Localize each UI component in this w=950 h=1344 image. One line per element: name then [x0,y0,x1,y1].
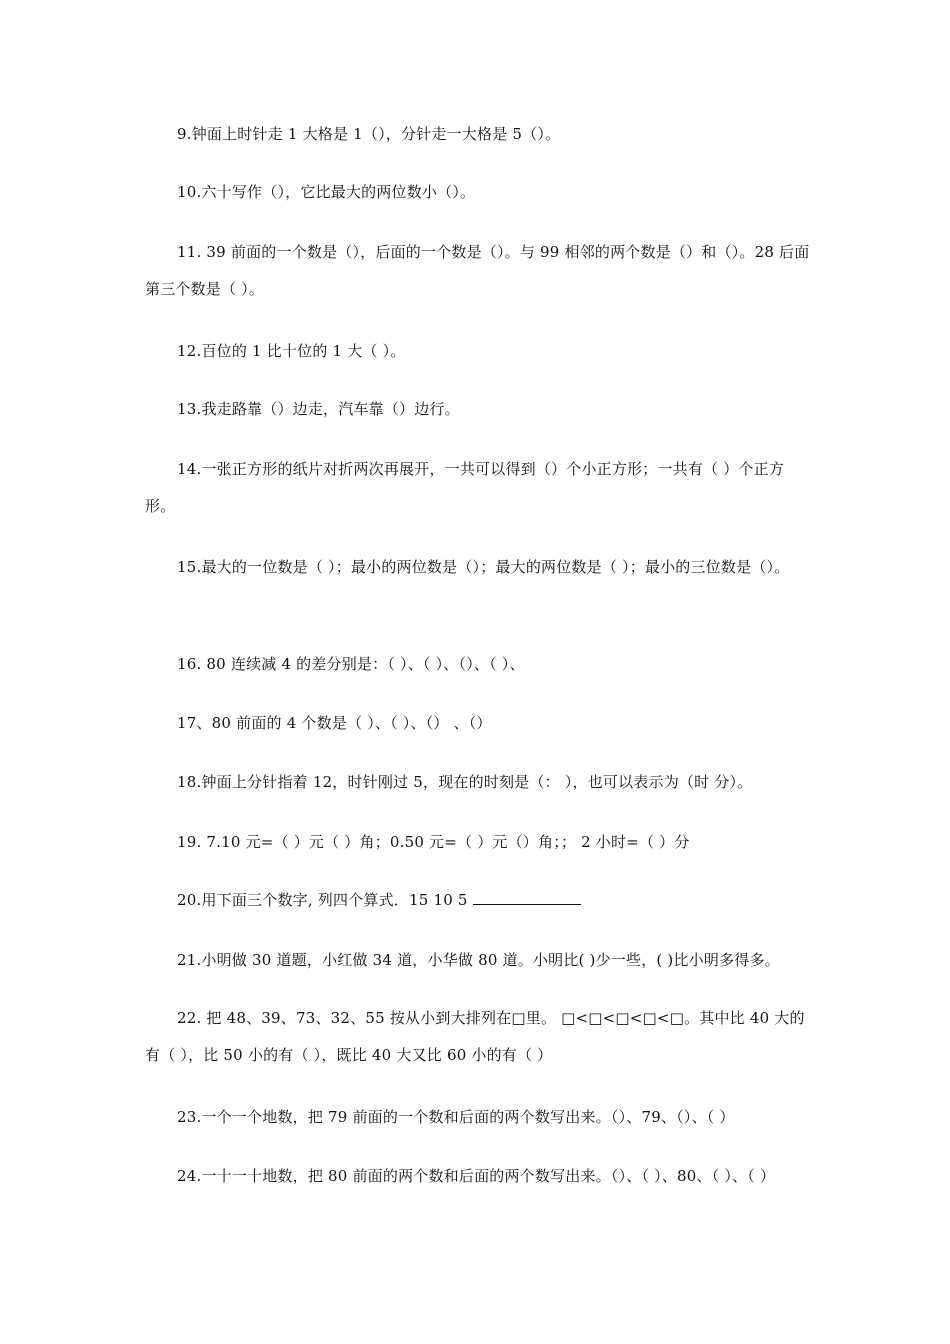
question-20 [145,882,810,919]
question-18: 18.钟面上分针指着 12，时针刚过 5，现在的时刻是（： ），也可以表示为（时 分）。 [177,773,753,791]
question-10: 10.六十写作（），它比最大的两位数小（）。 [177,183,476,201]
question-16: 16. 80 连续减 4 的差分别是：（ ）、（ ）、（）、（ ）、 [177,655,525,673]
question-19: 19. 7.10 元=（ ）元（ ）角；0.50 元=（ ）元（）角；； 2 小时=（ ）分 [177,833,690,851]
question-23: 23.一个一个地数，把 79 前面的一个数和后面的两个数写出来。（）、79、（）、（ ） [177,1108,735,1126]
question-24: 24.一十一十地数，把 80 前面的两个数和后面的两个数写出来。（）、（ ）、80、（ ）、（ ） [177,1167,776,1185]
question-17: 17、80 前面的 4 个数是（ ）、（ ）、（） 、（） [177,714,492,732]
answer-blank-line [473,890,581,905]
question-20-text: 20.用下面三个数字, 列四个算式．15 10 5 [177,891,473,909]
question-12: 12.百位的 1 比十位的 1 大（ ）。 [177,342,406,360]
question-15: 15.最大的一位数是（ ）；最小的两位数是（）；最大的两位数是（ ）；最小的三位数是（）。 [177,558,790,576]
question-21: 21.小明做 30 道题，小红做 34 道，小华做 80 道。小明比( )少一些，( )比小明多得多。 [177,951,780,969]
question-22: 22. 把 48、39、73、32、55 按从小到大排列在□里。 □<□<□<□<□。其中比 40 大的有（ ），比 50 小的有（ ），既比 40 大又比 60 小的有（ ） [145,1009,805,1064]
question-9: 9.钟面上时针走 1 大格是 1（），分针走一大格是 5（）。 [177,125,561,143]
question-13: 13.我走路靠（）边走，汽车靠（）边行。 [177,400,460,418]
question-14: 14.一张正方形的纸片对折两次再展开，一共可以得到（）个小正方形；一共有（ ）个正方形。 [145,460,785,515]
question-11: 11. 39 前面的一个数是（），后面的一个数是（）。与 99 相邻的两个数是（）和（）。28 后面第三个数是（ ）。 [145,243,810,298]
